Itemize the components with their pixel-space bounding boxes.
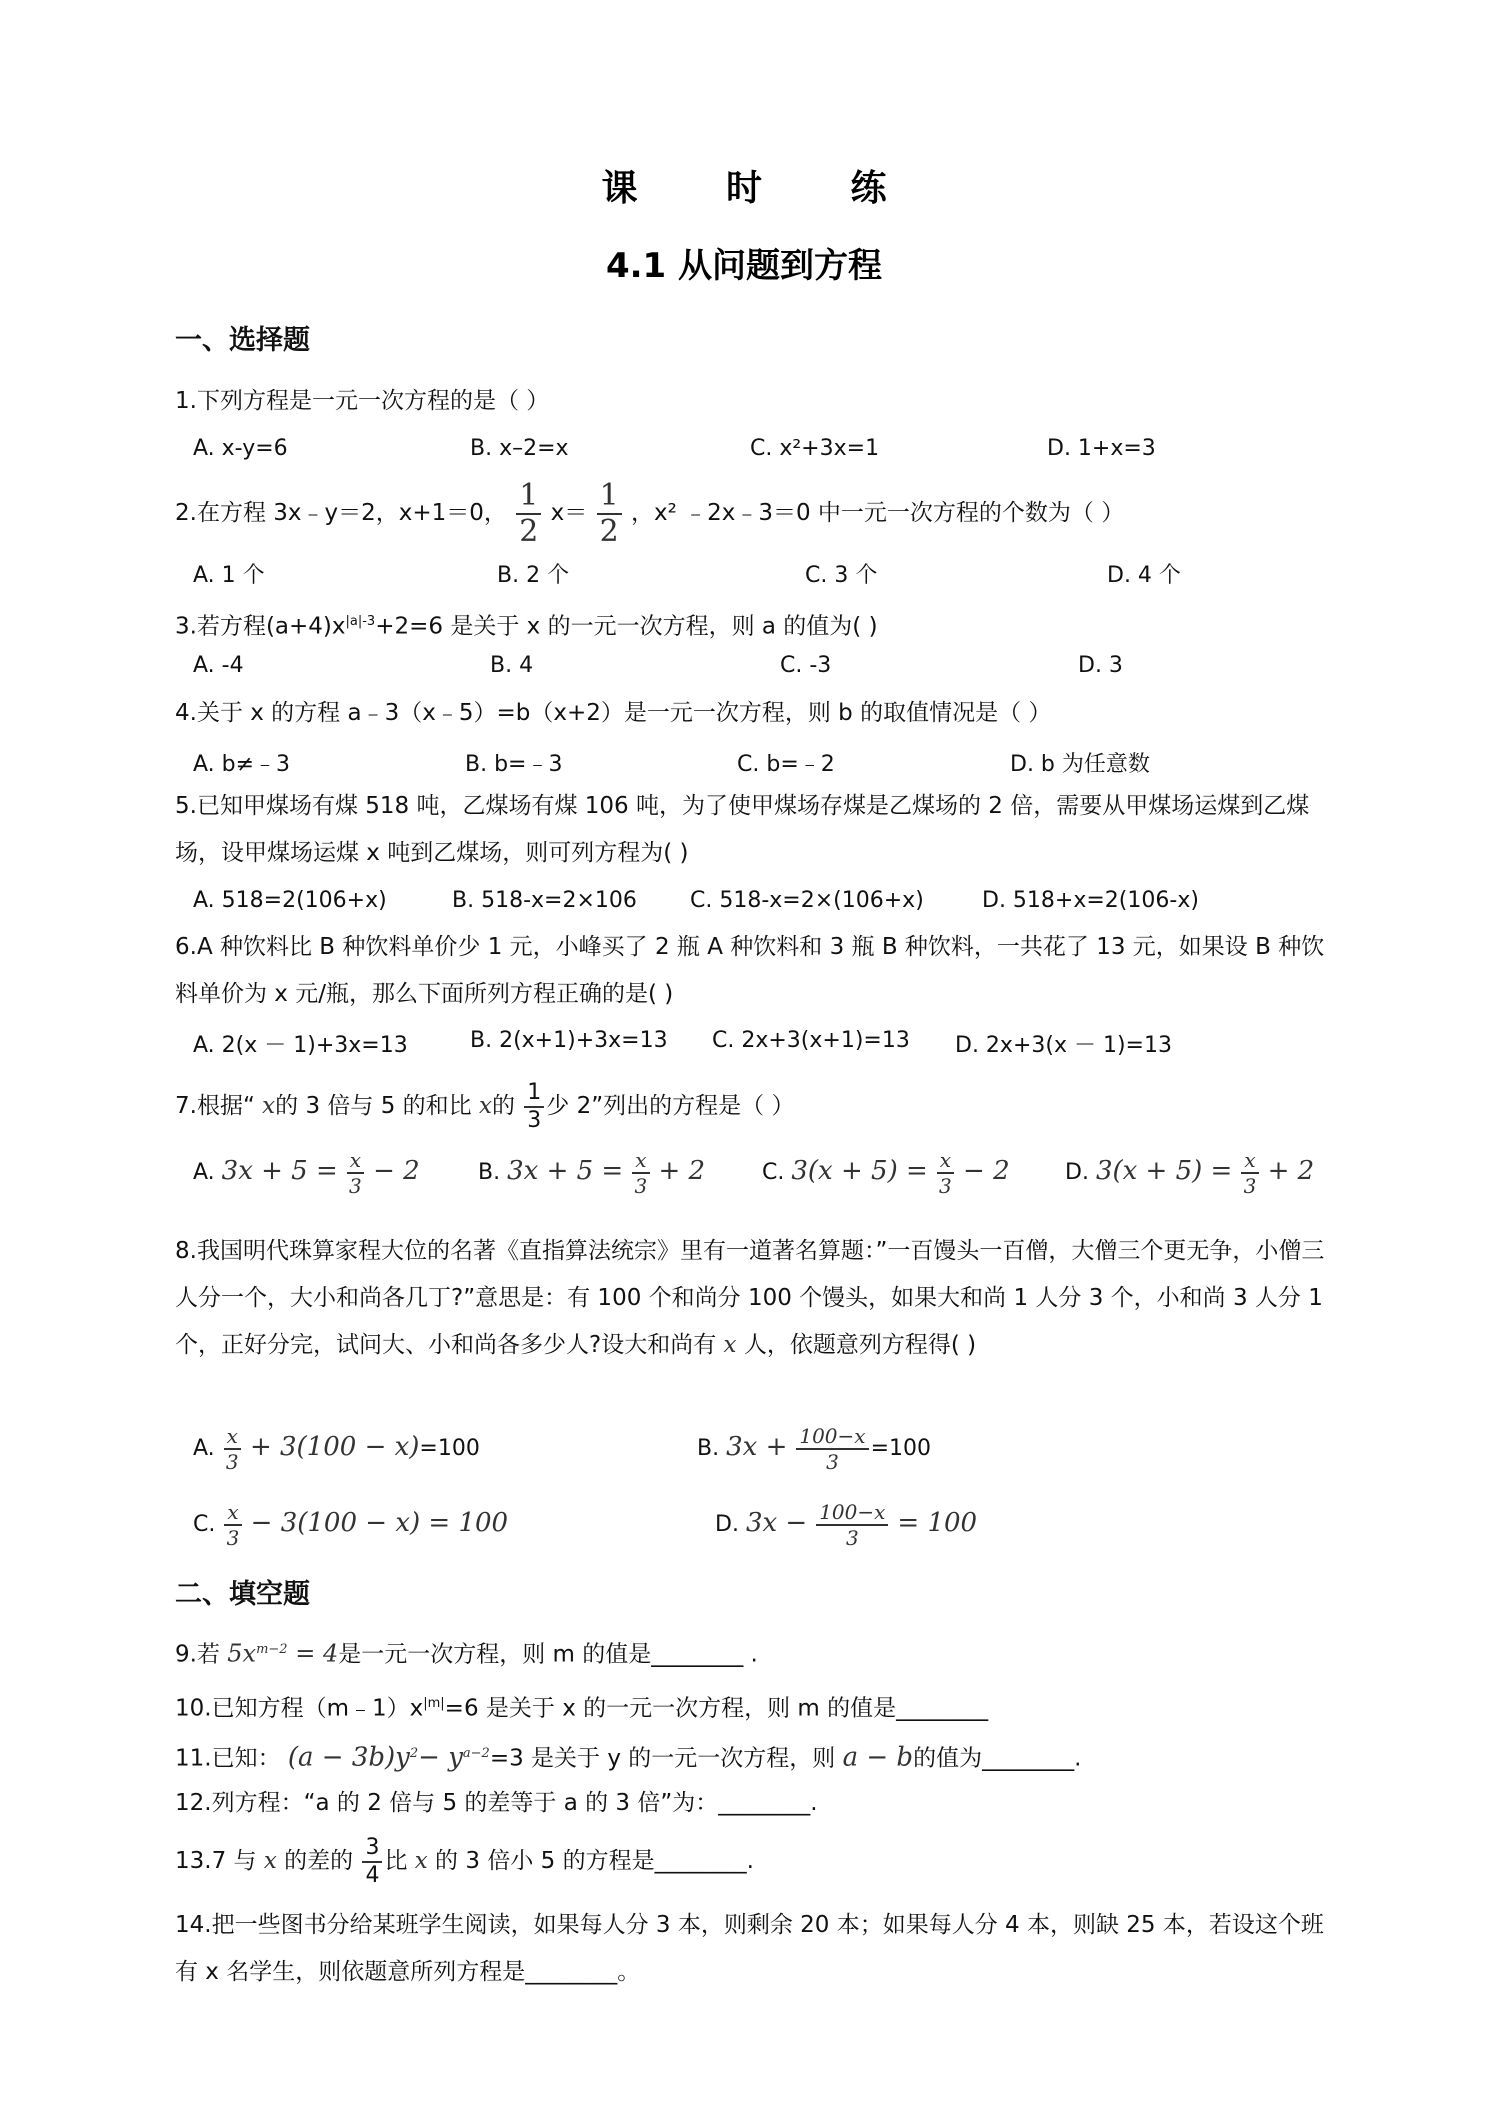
q8-option-b: B. 3x + $\frac{100-x}{3}$ =100: [697, 1424, 932, 1474]
q8-option-a: A. $\frac{x}{3}$ + 3(100 − x)=100: [193, 1424, 480, 1474]
section-choice-heading: 一、选择题: [175, 325, 310, 356]
question-10: 10.已知方程$(m﹣1)x^{|m|}=6$ 是关于 x 的一元一次方程，则 m 的值是________: [175, 1695, 989, 1722]
q1-option-a: A. x-y=6: [193, 436, 288, 461]
question-13: 13.7 与 x 的差的 $\frac{3}{4}$ 比 x 的 3 倍小 5 的方程是________.: [175, 1834, 754, 1888]
question-6: 6.A 种饮料比 B 种饮料单价少 1 元，小峰买了 2 瓶 A 种饮料和 3 瓶 B 种饮料，一共花了 13 元，如果设 B 种饮料单价为 x 元/瓶，那么下面所列方程正确的是( ): [175, 934, 1325, 1007]
question-11: 11.已知： $(a - 3b)y^2- y^{a-2}=3$ 是关于 y 的一元一次方程，则 a − b的值为________.: [175, 1742, 1082, 1773]
q2-fraction-half-rhs: $\frac{1}{2}$: [597, 481, 622, 547]
q7-option-a: A. 3x + 5 = $\frac{x}{3}$ − 2: [193, 1148, 420, 1198]
q5-option-a: A. 518=2(106+x): [193, 888, 387, 913]
q2-option-b: B. 2 个: [497, 563, 570, 588]
q8-option-d: D. 3x − $\frac{100-x}{3}$ = 100: [715, 1500, 978, 1550]
q2-prefix: 2.在方程 3x﹣y＝2，x+1＝0，: [175, 500, 507, 526]
q7-option-b: B. 3x + 5 = $\frac{x}{3}$ + 2: [478, 1148, 706, 1198]
q3-option-c: C. -3: [780, 653, 832, 678]
question-14: 14.把一些图书分给某班学生阅读，如果每人分 3 本，则剩余 20 本；如果每人分 4 本，则缺 25 本，若设这个班有 x 名学生，则依题意所列方程是________。: [175, 1912, 1324, 1985]
question-2: [175, 478, 1124, 548]
q6-option-a: A. 2(x － 1)+3x=13: [193, 1033, 408, 1058]
page-title: 课 时 练: [601, 168, 925, 209]
q5-option-b: B. 518-x=2×106: [452, 888, 637, 913]
q3-option-b: B. 4: [490, 653, 534, 678]
question-7: 7.根据“ x的 3 倍与 5 的和比 x的 $\frac{1}{3}$ 少 2”列出的方程是（ ）: [175, 1079, 795, 1133]
q6-option-c: C. 2x+3(x+1)=13: [712, 1028, 910, 1053]
q7-fraction-third: $\frac{1}{3}$: [524, 1082, 544, 1132]
q2-option-a: A. 1 个: [193, 563, 265, 588]
question-3: 3.若方程$(a+4)x^{|a|-3}+2=6$ 是关于 x 的一元一次方程，则 a 的值为( ): [175, 613, 878, 640]
q7-option-c: C. 3(x + 5) = $\frac{x}{3}$ − 2: [762, 1148, 1010, 1198]
question-9: 9.若 $5x^{m-2} = 4$是一元一次方程，则 m 的值是________ .: [175, 1639, 758, 1668]
question-1: 1.下列方程是一元一次方程的是（ ）: [175, 388, 550, 414]
q2-fraction-half: $\frac{1}{2}$: [516, 481, 541, 547]
q3-option-a: A. -4: [193, 653, 244, 678]
q7-option-d: D. 3(x + 5) = $\frac{x}{3}$ + 2: [1065, 1148, 1315, 1198]
q3-option-d: D. 3: [1078, 653, 1123, 678]
q5-option-c: C. 518-x=2×(106+x): [690, 888, 924, 913]
q5-option-d: D. 518+x=2(106-x): [982, 888, 1199, 913]
q1-option-d: D. 1+x=3: [1047, 436, 1156, 461]
q4-option-b: B. b=﹣3: [465, 752, 563, 777]
q6-option-b: B. 2(x+1)+3x=13: [470, 1028, 668, 1053]
q2-suffix: ，x² ﹣2x﹣3＝0 中一元一次方程的个数为（ ）: [630, 500, 1125, 526]
page-subtitle: 4.1 从问题到方程: [605, 246, 883, 286]
question-5: 5.已知甲煤场有煤 518 吨，乙煤场有煤 106 吨，为了使甲煤场存煤是乙煤场的 2 倍，需要从甲煤场运煤到乙煤场，设甲煤场运煤 x 吨到乙煤场，则可列方程为( ): [175, 793, 1310, 866]
question-8: 8.我国明代珠算家程大位的名著《直指算法统宗》里有一道著名算题：”一百馒头一百僧，大僧三个更无争，小僧三人分一个，大小和尚各几丁?”意思是：有 100 个和尚分 100 个馒头，如果大和尚 1 人分 3 个，小和尚 3 人分 1 个，正好分完，试问大、小和尚各多少人?设大和尚有 x 人，依题意列方程得( ): [175, 1238, 1325, 1358]
section-fill-heading: 二、填空题: [175, 1579, 310, 1610]
q1-option-b: B. x–2=x: [470, 436, 569, 461]
q2-option-d: D. 4 个: [1107, 563, 1181, 588]
q4-option-c: C. b=﹣2: [737, 752, 835, 777]
q2-x-equals: x＝: [550, 500, 588, 526]
q3-exponent: |a|-3: [345, 614, 376, 629]
q4-option-d: D. b 为任意数: [1010, 752, 1150, 777]
q2-option-c: C. 3 个: [805, 563, 878, 588]
q1-option-c: C. x²+3x=1: [750, 436, 880, 461]
q4-option-a: A. b≠﹣3: [193, 752, 291, 777]
q6-option-d: D. 2x+3(x － 1)=13: [955, 1033, 1172, 1058]
question-4: 4.关于 x 的方程 a﹣3（x﹣5）=b（x+2）是一元一次方程，则 b 的取值情况是（ ）: [175, 700, 1052, 726]
question-12: 12.列方程：“a 的 2 倍与 5 的差等于 a 的 3 倍”为：________.: [175, 1790, 818, 1816]
q8-option-c: C. $\frac{x}{3}$ − 3(100 − x) = 100: [193, 1500, 509, 1550]
